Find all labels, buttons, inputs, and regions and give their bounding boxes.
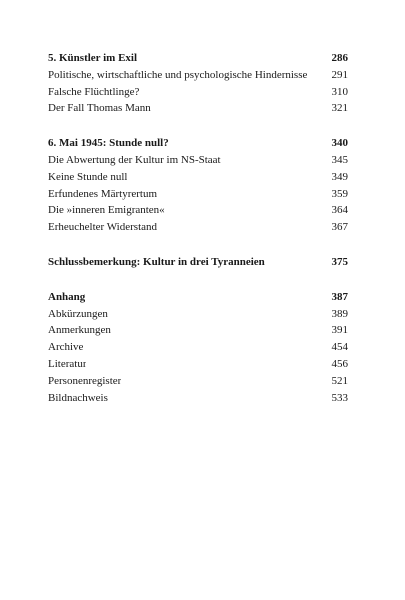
toc-entry-title: Keine Stunde null bbox=[48, 170, 128, 183]
toc-heading-title: 6. Mai 1945: Stunde null? bbox=[48, 137, 169, 150]
toc-entry-row[interactable] bbox=[48, 322, 348, 339]
toc-heading-row[interactable] bbox=[48, 254, 348, 271]
toc-entry-title: Erfundenes Märtyrertum bbox=[48, 187, 158, 200]
toc-page-number: 286 bbox=[331, 52, 348, 64]
toc-entry-title: Abkürzungen bbox=[48, 307, 108, 320]
toc-entry-row[interactable] bbox=[48, 202, 348, 219]
toc-entry-title: Politische, wirtschaftliche und psychologische Hindernisse bbox=[48, 68, 308, 81]
toc-entry-row[interactable] bbox=[48, 169, 348, 186]
toc-entry-row[interactable] bbox=[48, 219, 348, 236]
toc-section-may-1945 bbox=[48, 135, 348, 236]
toc-section-exile bbox=[48, 50, 348, 117]
toc-entry-title: Personenregister bbox=[48, 374, 122, 387]
toc-entry-row[interactable] bbox=[48, 100, 348, 117]
toc-entry-title: Falsche Flüchtlinge? bbox=[48, 85, 140, 98]
toc-page-number: 349 bbox=[331, 170, 348, 183]
toc-heading-row[interactable] bbox=[48, 50, 348, 67]
toc-section-appendix bbox=[48, 289, 348, 407]
toc-entry-row[interactable] bbox=[48, 390, 348, 407]
toc-entry-title: Anmerkungen bbox=[48, 324, 111, 337]
toc-entry-title: Der Fall Thomas Mann bbox=[48, 102, 151, 115]
toc-entry-title: Erheuchelter Widerstand bbox=[48, 221, 158, 234]
toc-entry-title: Die »inneren Emigranten« bbox=[48, 204, 165, 217]
toc-section-conclusion bbox=[48, 254, 348, 271]
toc-entry-title: Literatur bbox=[48, 357, 87, 370]
toc-page-number: 391 bbox=[331, 324, 348, 337]
toc-entry-title: Die Abwertung der Kultur im NS-Staat bbox=[48, 153, 221, 166]
toc-page-number: 387 bbox=[331, 290, 348, 303]
toc-heading-row[interactable] bbox=[48, 289, 348, 306]
toc-entry-row[interactable] bbox=[48, 186, 348, 203]
toc-page-number: 364 bbox=[331, 204, 348, 217]
toc-page-number: 321 bbox=[331, 102, 348, 115]
toc-heading-row[interactable] bbox=[48, 135, 348, 152]
toc-page-number: 359 bbox=[331, 187, 348, 200]
toc-page-number: 375 bbox=[331, 255, 348, 268]
toc-heading-title: 5. Künstler im Exil bbox=[48, 52, 138, 64]
toc-entry-row[interactable] bbox=[48, 373, 348, 390]
toc-page-number: 454 bbox=[331, 341, 348, 354]
toc-page-number: 291 bbox=[331, 68, 348, 81]
toc-entry-row[interactable] bbox=[48, 67, 348, 84]
table-of-contents bbox=[48, 50, 348, 424]
toc-entry-title: Bildnachweis bbox=[48, 391, 108, 404]
toc-page-number: 456 bbox=[331, 357, 348, 370]
toc-entry-row[interactable] bbox=[48, 84, 348, 101]
toc-entry-title: Archive bbox=[48, 341, 84, 354]
toc-page-number: 345 bbox=[331, 153, 348, 166]
toc-heading-title: Schlussbemerkung: Kultur in drei Tyranneien bbox=[48, 255, 265, 268]
toc-page-number: 367 bbox=[331, 221, 348, 234]
toc-page-number: 389 bbox=[331, 307, 348, 320]
toc-entry-row[interactable] bbox=[48, 152, 348, 169]
toc-page-number: 533 bbox=[331, 391, 348, 404]
toc-heading-title: Anhang bbox=[48, 290, 86, 303]
toc-entry-row[interactable] bbox=[48, 356, 348, 373]
toc-entry-row[interactable] bbox=[48, 306, 348, 323]
toc-page-number: 310 bbox=[331, 85, 348, 98]
toc-page-number: 340 bbox=[331, 137, 348, 150]
toc-page-number: 521 bbox=[331, 374, 348, 387]
toc-entry-row[interactable] bbox=[48, 339, 348, 356]
